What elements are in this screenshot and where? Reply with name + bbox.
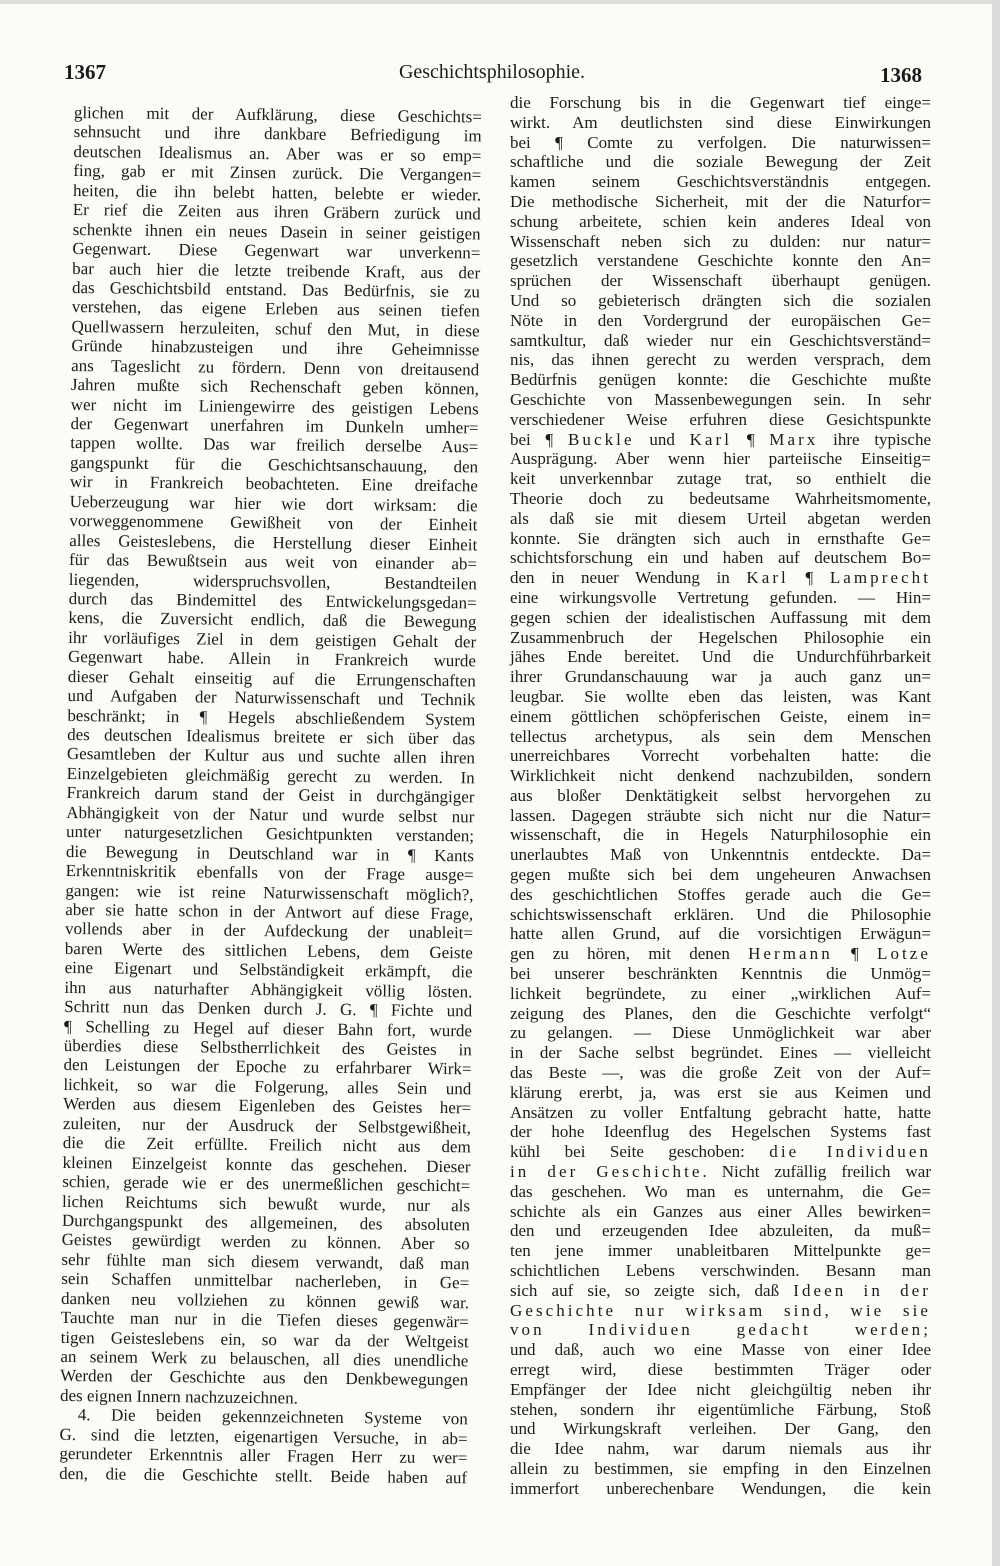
text-line: wer nicht im Liniengewirre des geistigen Lebens (70, 394, 479, 418)
text-line: beschränkt; in ¶ Hegels abschließendem System (67, 705, 476, 729)
text-line: heiten, die ihn belebt hatten, belebte er wieder. (72, 180, 482, 205)
text-line: bei unserer beschränkten Kenntnis die Unmög= (510, 964, 931, 984)
text-line: gegen mußte sich bei dem ungeheuren Anwachsen (510, 865, 931, 885)
text-line: des geschichtlichen Stoffes gerade auch die Ge= (510, 884, 931, 904)
right-column (510, 93, 931, 1499)
text-line: für das Bewußtsein aus weit von einander ab= (68, 550, 478, 574)
text-line: Erkenntniskritik ebenfalls von der Frage ausge= (65, 861, 474, 885)
text-line: durch das Bindemittel des Entwickelungsgedan= (68, 588, 477, 613)
section-start-line: 4. Die beiden gekennzeichneten Systeme von (77, 1405, 468, 1429)
text-line: das geschehen. Wo man es unternahm, die Ge= (510, 1181, 931, 1201)
text-line: leugbar. Sie wollte eben das leisten, was Kant (510, 686, 931, 706)
text-line (510, 430, 931, 450)
text-line: fing, gab er mit Zinsen zurück. Die Vergangen= (73, 161, 482, 185)
emphasized-text: in der Geschichte (510, 1162, 703, 1182)
text-line: sein Schaffen unmittelbar nacherleben, in Ge= (61, 1269, 470, 1293)
text-segment: den in neuer Wendung in (510, 568, 747, 588)
text-line: immerfort unberechenbare Wendungen, die kein (510, 1478, 931, 1498)
text-segment: ihre typische (818, 429, 931, 449)
text-line: und Wirkungskraft verleihen. Der Gang, den (510, 1419, 931, 1439)
text-line: schichtswissenschaft erklären. Und die Philosophie (510, 904, 931, 924)
text-line: wirkt. Am deutlichsten sind diese Einwirkungen (510, 112, 931, 132)
text-line: liegenden, widerspruchsvollen, Bestandteilen (68, 569, 477, 593)
text-line: gesetzlich verstandene Geschichte konnte den An= (510, 251, 931, 271)
text-line: Schritt nun das Denken durch J. G. ¶ Fichte und (64, 997, 473, 1021)
emphasized-name: Buckle (568, 429, 635, 449)
text-segment: und (634, 429, 690, 449)
text-line: Quellwassern herzuleiten, schuf den Mut, in diese (71, 316, 480, 341)
text-line: Gründe hinabzusteigen und ihre Geheimnisse (71, 336, 480, 360)
text-line: vorweggenommene Gewißheit von der Einheit (69, 511, 478, 535)
text-line: Gesamtleben der Kultur aus und suchte allen ihren (66, 744, 476, 768)
text-line: ten jene immer unableitbaren Mittelpunkte ge= (510, 1241, 931, 1261)
text-line: Theorie doch zu bedeutsame Wahrheitsmomente, (510, 488, 931, 508)
text-line: Gegenwart. Diese Gegenwart war unverkenn= (72, 239, 481, 263)
text-line: Nöte in den Vordergrund der europäischen Ge= (510, 310, 931, 330)
text-line (510, 568, 931, 588)
text-line: das Beste —, was die große Zeit von der Auf= (510, 1063, 931, 1083)
text-line: Bedürfnis genügen konnte: die Geschichte mußte (510, 370, 931, 390)
text-segment: sich auf sie, so zeigte sich, daß (510, 1280, 794, 1300)
text-line: Durchgangspunkt des allgemeinen, des absoluten (61, 1210, 470, 1235)
text-segment: . Nicht zufällig freilich war (702, 1162, 931, 1182)
text-line: die Idee nahm, war darum niemals aus ihr (510, 1439, 931, 1459)
text-line: sehnsucht und ihre dankbare Befriedigung im (73, 122, 482, 146)
text-line: tigen Geisteslebens ein, so war da der Weltgeist (60, 1327, 469, 1351)
emphasized-text-line: von Individuen gedacht werden; (510, 1320, 931, 1340)
text-line: deutschen Idealismus an. Aber was er so emp= (73, 141, 482, 166)
text-line: jähes Ende bereitet. Und die Undurchführbarkeit (510, 647, 931, 667)
emphasized-name: Lamprecht (829, 568, 932, 588)
text-line: baren Werte des sittlichen Lebens, dem Geiste (64, 938, 473, 963)
text-line: und Aufgaben der Naturwissenschaft und Technik (67, 686, 476, 710)
text-line: ans Tageslicht zu fördern. Denn von dreitausend (71, 355, 480, 380)
running-title: Geschichtsphilosophie. (398, 61, 586, 83)
text-line: ihr vorläufiges Ziel in dem geistigen Gehalt der (68, 627, 477, 652)
text-line: stehen, sondern ihr eigentümliche Färbung, Stoß (510, 1399, 931, 1419)
text-segment: bei ¶ (510, 429, 569, 449)
text-segment: kühl bei Seite geschoben: (510, 1142, 770, 1162)
text-line: tappen wollte. Das war freilich derselbe Aus= (70, 433, 479, 457)
paragraph-end-line: des eignen Innern nachzuzeichnen. (59, 1385, 298, 1408)
text-line: G. sind die letzten, eigenartigen Versuche, in ab= (59, 1424, 468, 1449)
text-line: sprüchen der Wissenschaft überhaupt genügen. (510, 271, 931, 291)
text-line: wissenschaft, die in Hegels Naturphilosophie ein (510, 825, 931, 845)
text-line: gerundeter Erkenntnis aller Fragen Herr zu wer= (59, 1444, 468, 1468)
text-line: schichtsforschung ein und haben auf deutschem Bo= (510, 548, 931, 568)
text-line: lichen Reichtums sich bewußt wurde, nur als (62, 1191, 471, 1215)
text-line: Gegenwart habe. Allein in Frankreich wurde (67, 647, 477, 671)
text-line: das Geschichtsbild entstand. Das Bedürfnis, sie zu (71, 277, 481, 302)
text-line: Wirklichkeit nicht denkend nachzubilden, sondern (510, 766, 931, 786)
text-line: danken neu vollziehen zu können gewiß war. (60, 1288, 470, 1313)
text-line: wir in Frankreich beobachteten. Eine dreifache (69, 472, 478, 496)
text-line: überdies diese Selbstherrlichkeit des Geistes in (63, 1035, 472, 1060)
emphasized-name: Marx (769, 429, 819, 449)
text-line: gangspunkt für die Geschichtsanschauung, den (70, 452, 479, 477)
text-line: ¶ Schelling zu Hegel auf dieser Bahn fort, wurde (63, 1016, 473, 1040)
text-line: nis, das ihnen gerecht zu werden versprach, dem (510, 350, 931, 370)
text-line: die Bewegung in Deutschland war in ¶ Kants (65, 841, 474, 865)
text-line: verschiedener Weise erfuhren diese Gesichtspunkte (510, 409, 931, 429)
text-line: Empfänger der Idee nicht gleichgültig neben ihr (510, 1379, 931, 1399)
text-line: an seinem Werk zu belauschen, all dies unendliche (60, 1346, 469, 1371)
text-line: des deutschen Idealismus breitete er sich über das (67, 724, 476, 749)
text-line: Einzelgebieten gleichmäßig gerecht zu werden. In (66, 763, 475, 788)
emphasized-text: Ideen in der (793, 1280, 931, 1300)
text-line: zuleiten, nur der Ausdruck der Selbstgewißheit, (62, 1113, 472, 1138)
text-line: kleinen Einzelgeist konnte das geschehen. Dieser (62, 1152, 471, 1176)
text-line: kamen seinem Geschichtsverständnis entgegen. (510, 172, 931, 192)
emphasized-text-line: Geschichte nur wirksam sind, wie sie (510, 1300, 931, 1320)
text-line (510, 1142, 931, 1162)
text-line: der hohe Ideenflug des Hegelschen Systems fast (510, 1122, 931, 1142)
text-line: unerlaubtes Maß von Unkenntnis entdeckte. Da= (510, 845, 931, 865)
text-line: hatte allen Grund, auf die vorsichtigen Erwägun= (510, 924, 931, 944)
text-segment: gen zu hören, mit denen (510, 944, 749, 964)
text-line: Zusammenbruch der Hegelschen Philosophie ein (510, 627, 931, 647)
text-line: bar auch hier die letzte treibende Kraft, aus der (72, 258, 481, 282)
emphasized-name: Karl (746, 568, 789, 588)
text-line (510, 1281, 931, 1301)
text-line: sehr fühlte man sich diesem verwandt, daß man (61, 1249, 470, 1274)
text-line: Abhängigkeit von der Natur und wurde selbst nur (66, 802, 475, 827)
text-line: kens, die Zuversicht endlich, daß die Bewegung (68, 608, 477, 632)
text-line: als daß sie mit diesem Urteil abgetan werden (510, 508, 931, 528)
text-line: klärung ererbt, ja, was erst sie aus Keimen und (510, 1082, 931, 1102)
text-line: tellectus archetypus, als sein dem Menschen (510, 726, 931, 746)
text-line: glichen mit der Aufklärung, diese Geschichts= (73, 103, 482, 127)
text-line: ihn aus naturhafter Abhängigkeit völlig lösten. (64, 977, 473, 1002)
text-line: unter naturgesetzlichen Gesichtpunkten verstanden; (66, 822, 475, 846)
text-line: Wissenschaft neben sich zu dulden: nur natur= (510, 231, 931, 251)
text-line: Geistes gewürdigt werden zu können. Aber so (61, 1230, 470, 1254)
text-line: samtkultur, daß wieder nur ein Geschichtsverständ= (510, 330, 931, 350)
text-line: unerreichbares Vorrecht vorbehalten hatte: die (510, 746, 931, 766)
text-line: gangen: wie ist reine Naturwissenschaft möglich?, (65, 880, 474, 904)
text-line: schaftliche und die soziale Bewegung der Zeit (510, 152, 931, 172)
text-line: konnte. Sie drängten sich auch in ernsthafte Ge= (510, 528, 931, 548)
text-line: lichkeit begründete, zu einer „wirklichen Auf= (510, 983, 931, 1003)
text-line: eine wirkungsvolle Vertretung gefunden. — Hin= (510, 587, 931, 607)
page-number-right: 1368 (880, 63, 922, 87)
text-line: Die methodische Sicherheit, mit der die Naturfor= (510, 191, 931, 211)
text-line: vollends aber in der Aufdeckung der unableit= (64, 919, 474, 943)
text-line: einem göttlichen schöpferischen Geiste, einem in= (510, 706, 931, 726)
text-line: den, die die Geschichte stellt. Beide haben auf (59, 1463, 468, 1487)
text-line: gegen schien der idealistischen Auffassung mit dem (510, 607, 931, 627)
text-line: Werden der Geschichte aus den Denkbewegungen (60, 1366, 469, 1390)
text-line: ihrer Grundanschauung war ja auch ganz un= (510, 667, 931, 687)
left-column (59, 103, 482, 1487)
text-line: der Gegenwart unerfahren im Dunkeln umher= (70, 413, 479, 438)
text-line: Jahren mußte sich Rechenschaft geben können, (70, 375, 480, 399)
text-line: Ausprägung. Aber wenn hier parteiische Einseitig= (510, 449, 931, 469)
text-line: schichtlichen Lebens verschwinden. Besann man (510, 1261, 931, 1281)
text-line: zu gelangen. — Diese Unmöglichkeit war aber (510, 1023, 931, 1043)
text-line: den Leistungen der Epoche zu erfahrbarer Wirk= (63, 1055, 472, 1079)
text-line: in der Sache selbst begründet. Eines — vielleicht (510, 1043, 931, 1063)
text-line: allein zu bestimmen, sie empfing in den Einzelnen (510, 1458, 931, 1478)
text-line (510, 944, 931, 964)
text-line: aber sie hatte schon in der Antwort auf diese Frage, (65, 899, 474, 924)
text-line: keit unverkennbar zutage trat, so enthielt die (510, 469, 931, 489)
text-line: schenkte ihnen ein neues Dasein in seiner geistigen (72, 219, 481, 244)
text-line: lassen. Dagegen sträubte sich nicht nur die Natur= (510, 805, 931, 825)
text-line: aus bloßer Denktätigkeit selbst hervorgehen zu (510, 785, 931, 805)
text-line: und daß, auch wo eine Masse von einer Idee (510, 1340, 931, 1360)
text-line: Ansätzen zu voller Entfaltung gebracht hatte, hatte (510, 1102, 931, 1122)
text-line: den und erzeugenden Idee abzuleiten, da muß= (510, 1221, 931, 1241)
page-number-left: 1367 (64, 60, 106, 84)
text-line: zeigung des Planes, den die Geschichte verfolgt“ (510, 1003, 931, 1023)
text-line: Er rief die Zeiten aus ihren Gräbern zurück und (72, 200, 481, 224)
emphasized-name: Karl (689, 429, 733, 449)
text-line: schien, gerade wie er des unermeßlichen geschicht= (62, 1171, 471, 1196)
text-line: eine Eigenart und Selbständigkeit erkämpft, die (64, 958, 473, 982)
text-line: alles Geisteslebens, die Herstellung dieser Einheit (69, 530, 478, 555)
emphasized-name: Lotze (877, 944, 931, 964)
text-line: schung arbeitete, schien kein anderes Ideal von (510, 211, 931, 231)
text-line: Werden aus diesem Eigenleben des Geistes her= (63, 1094, 472, 1118)
text-line: verstehen, das eigene Erleben aus seinen tiefen (71, 297, 480, 321)
emphasized-name: Hermann (748, 944, 833, 964)
text-line: Geschichte von Massenbewegungen sein. In sehr (510, 389, 931, 409)
text-line: die Forschung bis in die Gegenwart tief einge= (510, 93, 931, 112)
text-line: Ueberzeugung war hier wie dort wirksam: die (69, 491, 478, 516)
text-line: Und so gebieterisch drängten sich die sozialen (510, 290, 931, 310)
emphasized-text: die Individuen (769, 1142, 931, 1162)
text-line: erregt wird, diese bestimmten Träger oder (510, 1360, 931, 1379)
text-line: lichkeit, so war die Folgerung, alles Sein und (63, 1074, 472, 1099)
text-segment: ¶ (732, 429, 770, 449)
text-line (510, 1162, 931, 1182)
text-segment: ¶ (788, 568, 830, 588)
text-line: dieser Gehalt einseitig auf die Errungenschaften (67, 666, 476, 691)
text-line: Frankreich darum stand der Geist in durchgängiger (66, 783, 475, 807)
text-segment: ¶ (832, 944, 877, 964)
text-line: bei ¶ Comte zu verfolgen. Die naturwissen= (510, 132, 931, 152)
text-line: schichte als ein Ganzes aus einer Alles bewirken= (510, 1201, 931, 1221)
text-line: Tauchte man nur in die Tiefen dieses gegenwär= (60, 1308, 469, 1332)
text-line: die die Zeit erfüllte. Freilich nicht aus dem (62, 1133, 471, 1157)
